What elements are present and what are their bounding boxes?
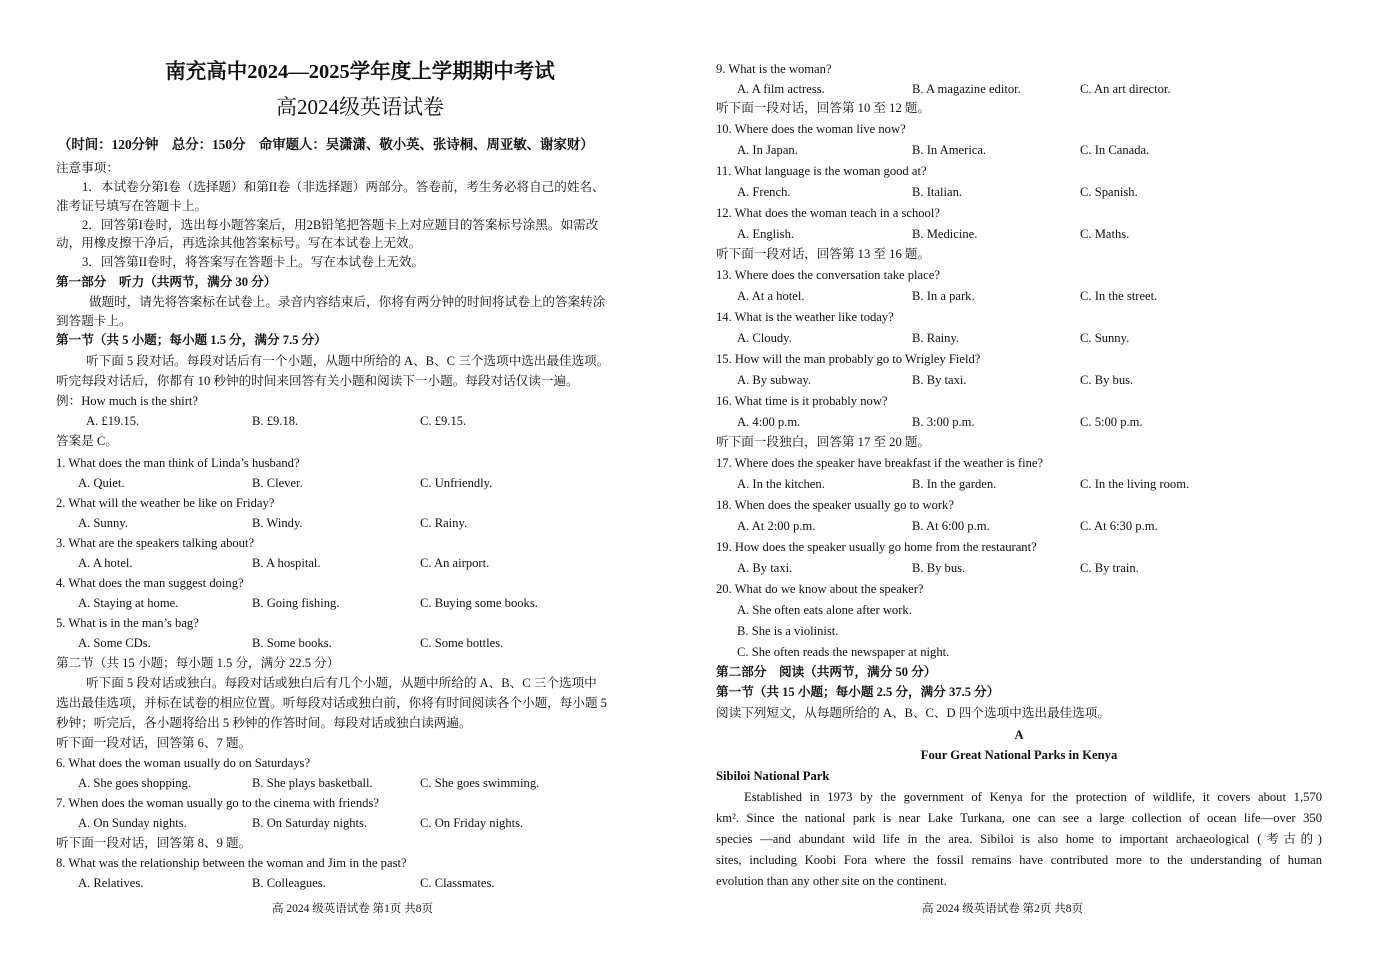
q4-option-c: C. Buying some books. [420,596,538,610]
q7-option-b: B. On Saturday nights. [252,816,368,830]
q15-option-b: B. By taxi. [912,373,967,387]
passage-line-4: sites, including Koobi Fora where the fossil remains have contributed more to the understanding of human [716,853,1322,867]
q13-option-a: A. At a hotel. [737,289,805,303]
note-2-cont: 动，用橡皮擦干净后，再选涂其他答案标号。写在本试卷上无效。 [56,236,422,250]
question-14: 14. What is the weather like today? [716,310,894,324]
q16-option-c: C. 5:00 p.m. [1080,415,1143,429]
question-4: 4. What does the man suggest doing? [56,576,244,590]
q13-option-c: C. In the street. [1080,289,1158,303]
q20-option-b: B. She is a violinist. [737,624,839,638]
question-2: 2. What will the weather be like on Friday? [56,496,275,510]
q10-option-c: C. In Canada. [1080,143,1150,157]
page-footer: 高 2024 级英语试卷 第2页 共8页 [922,903,1083,915]
question-1: 1. What does the man think of Linda’s husband? [56,456,300,470]
q4-option-b: B. Going fishing. [252,596,340,610]
q8-option-b: B. Colleagues. [252,876,326,890]
example-option-b: B. £9.18. [252,414,299,428]
note-3: 3．回答第II卷时，将答案写在答题卡上。写在本试卷上无效。 [82,255,425,269]
q17-option-c: C. In the living room. [1080,477,1190,491]
q20-option-a: A. She often eats alone after work. [737,603,912,617]
part2-section1-heading: 第一节（共 15 小题；每小题 2.5 分，满分 37.5 分） [716,685,1000,699]
q13-option-b: B. In a park. [912,289,975,303]
exam-subtitle: 高2024级英语试卷 [276,95,444,119]
q9-option-a: A. A film actress. [737,82,825,96]
question-16: 16. What time is it probably now? [716,394,888,408]
q10-option-a: A. In Japan. [737,143,798,157]
example-answer: 答案是 C。 [56,434,118,448]
park-name-sibiloi: Sibiloi National Park [716,769,830,783]
q7-option-a: A. On Sunday nights. [78,816,187,830]
question-18: 18. When does the speaker usually go to work? [716,498,954,512]
q12-option-c: C. Maths. [1080,227,1130,241]
question-7: 7. When does the woman usually go to the cinema with friends? [56,796,379,810]
q16-option-a: A. 4:00 p.m. [737,415,801,429]
q1-option-a: A. Quiet. [78,476,125,490]
q15-option-a: A. By subway. [737,373,812,387]
q2-option-c: C. Rainy. [420,516,468,530]
q3-option-b: B. A hospital. [252,556,321,570]
example-option-a: A. £19.15. [86,414,140,428]
instruction-13-16: 听下面一段对话，回答第 13 至 16 题。 [716,247,931,261]
question-8: 8. What was the relationship between the woman and Jim in the past? [56,856,407,870]
part1-heading: 第一部分 听力（共两节，满分 30 分） [56,275,277,289]
q20-option-c: C. She often reads the newspaper at night. [737,645,950,659]
part1-description-cont: 到答题卡上。 [56,314,132,328]
section1-heading: 第一节（共 5 小题；每小题 1.5 分，满分 7.5 分） [56,333,327,347]
section2-heading: 第二节（共 15 小题；每小题 1.5 分，满分 22.5 分） [56,656,340,670]
passage-title: Four Great National Parks in Kenya [920,748,1118,762]
q8-option-a: A. Relatives. [78,876,144,890]
q3-option-a: A. A hotel. [78,556,133,570]
q17-option-b: B. In the garden. [912,477,997,491]
q16-option-b: B. 3:00 p.m. [912,415,975,429]
q7-option-c: C. On Friday nights. [420,816,524,830]
section2-description-cont2: 秒钟；听完后，各小题将给出 5 秒钟的作答时间。每段对话或独白读两遍。 [56,716,472,730]
passage-line-2: km². Since the national park is near Lake Turkana, one can see a large collection of ocean life—over 350 [716,811,1322,825]
question-3: 3. What are the speakers talking about? [56,536,255,550]
q10-option-b: B. In America. [912,143,987,157]
example-option-c: C. £9.15. [420,414,467,428]
q8-option-c: C. Classmates. [420,876,495,890]
q12-option-a: A. English. [737,227,795,241]
instruction-10-12: 听下面一段对话，回答第 10 至 12 题。 [716,101,931,115]
q6-option-c: C. She goes swimming. [420,776,540,790]
section2-description-cont: 选出最佳选项，并标在试卷的相应位置。听每段对话或独白前，你将有时间阅读各个小题，每小题 5 [56,696,607,710]
question-6: 6. What does the woman usually do on Saturdays? [56,756,311,770]
notes-heading: 注意事项： [56,161,119,175]
q12-option-b: B. Medicine. [912,227,978,241]
q6-option-b: B. She plays basketball. [252,776,373,790]
question-10: 10. Where does the woman live now? [716,122,906,136]
question-5: 5. What is in the man’s bag? [56,616,199,630]
q1-option-b: B. Clever. [252,476,303,490]
q11-option-b: B. Italian. [912,185,963,199]
q18-option-a: A. At 2:00 p.m. [737,519,816,533]
section1-description: 听下面 5 段对话。每段对话后有一个小题，从题中所给的 A、B、C 三个选项中选出最佳选项。 [86,354,610,368]
note-1-cont: 准考证号填写在答题卡上。 [56,199,208,213]
instruction-6-7: 听下面一段对话，回答第 6、7 题。 [56,736,252,750]
q2-option-b: B. Windy. [252,516,303,530]
q3-option-c: C. An airport. [420,556,490,570]
q2-option-a: A. Sunny. [78,516,128,530]
question-20: 20. What do we know about the speaker? [716,582,924,596]
question-12: 12. What does the woman teach in a school? [716,206,940,220]
part1-description: 做题时，请先将答案标在试卷上。录音内容结束后，你将有两分钟的时间将试卷上的答案转涂 [89,295,606,309]
page-footer: 高 2024 级英语试卷 第1页 共8页 [272,903,433,915]
example-question: 例：How much is the shirt? [56,394,199,408]
question-9: 9. What is the woman? [716,62,832,76]
q5-option-b: B. Some books. [252,636,332,650]
q5-option-c: C. Some bottles. [420,636,504,650]
q1-option-c: C. Unfriendly. [420,476,493,490]
note-2: 2．回答第I卷时，选出每小题答案后，用2B铅笔把答题卡上对应题目的答案标号涂黑。如需改 [82,218,599,232]
q6-option-a: A. She goes shopping. [78,776,191,790]
q15-option-c: C. By bus. [1080,373,1134,387]
section1-description-cont: 听完每段对话后，你都有 10 秒钟的时间来回答有关小题和阅读下一小题。每段对话仅读一遍。 [56,374,579,388]
q5-option-a: A. Some CDs. [78,636,151,650]
q11-option-c: C. Spanish. [1080,185,1138,199]
q4-option-a: A. Staying at home. [78,596,179,610]
q14-option-a: A. Cloudy. [737,331,792,345]
q19-option-b: B. By bus. [912,561,966,575]
q9-option-b: B. A magazine editor. [912,82,1021,96]
passage-line-1: Established in 1973 by the government of Kenya for the protection of wildlife, it covers about 1,570 [744,790,1322,804]
q19-option-a: A. By taxi. [737,561,793,575]
q14-option-b: B. Rainy. [912,331,960,345]
question-17: 17. Where does the speaker have breakfast if the weather is fine? [716,456,1044,470]
part2-description: 阅读下列短文，从每题所给的 A、B、C、D 四个选项中选出最佳选项。 [716,706,1110,720]
instruction-17-20: 听下面一段独白，回答第 17 至 20 题。 [716,435,931,449]
q19-option-c: C. By train. [1080,561,1139,575]
question-19: 19. How does the speaker usually go home from the restaurant? [716,540,1037,554]
question-15: 15. How will the man probably go to Wrigley Field? [716,352,981,366]
question-13: 13. Where does the conversation take place? [716,268,940,282]
q14-option-c: C. Sunny. [1080,331,1130,345]
passage-line-5: evolution than any other site on the continent. [716,874,947,888]
instruction-8-9: 听下面一段对话，回答第 8、9 题。 [56,836,252,850]
exam-info: （时间：120分钟 总分：150分 命审题人：吴潇潇、敬小英、张诗桐、周亚敏、谢家财） [58,137,594,152]
section2-description: 听下面 5 段对话或独白。每段对话或独白后有几个小题，从题中所给的 A、B、C 三个选项中 [86,676,597,690]
q11-option-a: A. French. [737,185,791,199]
note-1: 1．本试卷分第I卷（选择题）和第II卷（非选择题）两部分。答卷前，考生务必将自己的姓名、 [82,180,605,194]
q18-option-c: C. At 6:30 p.m. [1080,519,1158,533]
passage-label: A [1014,728,1024,742]
question-11: 11. What language is the woman good at? [716,164,927,178]
q17-option-a: A. In the kitchen. [737,477,825,491]
q18-option-b: B. At 6:00 p.m. [912,519,990,533]
q9-option-c: C. An art director. [1080,82,1171,96]
passage-line-3: species —and abundant wild life in the area. Sibiloi is also home to important archaeological (考古的) [716,832,1322,846]
part2-heading: 第二部分 阅读（共两节，满分 50 分） [716,665,937,679]
exam-title: 南充高中2024—2025学年度上学期期中考试 [165,61,555,83]
